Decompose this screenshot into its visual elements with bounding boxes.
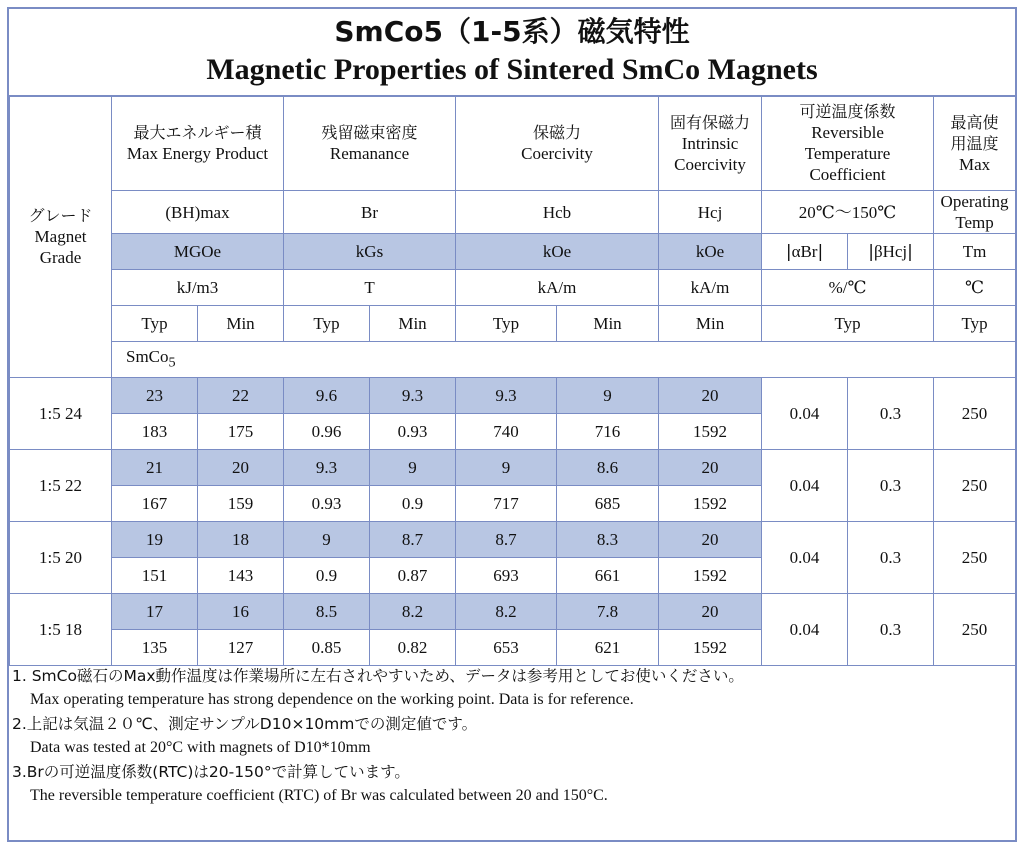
bh-typ-value: 19 xyxy=(112,522,198,558)
grade-header-en1: Magnet xyxy=(34,227,87,246)
hcj-min-si-value: 1592 xyxy=(659,486,762,522)
max-temp-value: 250 xyxy=(934,378,1016,450)
br-header-en: Remanance xyxy=(329,144,410,163)
hcj-header-jp: 固有保磁力 xyxy=(670,112,751,132)
hcj-min-si-value: 1592 xyxy=(659,414,762,450)
note-1-en: Max operating temperature has strong dependence on the working point. Data is for reference. xyxy=(30,691,634,708)
grade-header-cell xyxy=(10,96,112,378)
hcb-min-si-value: 685 xyxy=(557,486,659,522)
br-min-label: Min xyxy=(370,306,456,342)
temp-header-en1: Max xyxy=(958,154,991,174)
alpha-br-value: 0.04 xyxy=(762,522,848,594)
hcb-min-value: 8.3 xyxy=(557,522,659,558)
beta-hcj-value: 0.3 xyxy=(848,594,934,666)
max-temp-value: 250 xyxy=(934,450,1016,522)
bh-unit-si: kJ/m3 xyxy=(112,270,284,306)
br-unit-si: T xyxy=(284,270,456,306)
page-title-japanese: SmCo5（1-5系）磁気特性 xyxy=(334,15,690,48)
hcb-min-si-value: 621 xyxy=(557,630,659,666)
hcj-header-en2: Coercivity xyxy=(674,154,746,174)
temp-header-jp2: 用温度 xyxy=(950,133,999,153)
note-2-en: Data was tested at 20°C with magnets of D10*10mm xyxy=(30,739,371,756)
beta-hcj-value: 0.3 xyxy=(848,522,934,594)
bh-min-value: 20 xyxy=(198,450,284,486)
bh-typ-si-value: 135 xyxy=(112,630,198,666)
bh-unit-cgs: MGOe xyxy=(112,234,284,270)
alpha-br-label: |αBr| xyxy=(762,234,848,270)
br-min-si-value: 0.93 xyxy=(370,414,456,450)
temp-header-en2: Operating xyxy=(940,192,1009,211)
br-header xyxy=(284,96,456,191)
hcb-typ-value: 8.7 xyxy=(456,522,557,558)
spec-sheet-frame xyxy=(7,7,1017,842)
hcb-min-si-value: 716 xyxy=(557,414,659,450)
hcb-typ-si-value: 740 xyxy=(456,414,557,450)
hcb-header-en: Coercivity xyxy=(521,144,593,163)
max-temp-value: 250 xyxy=(934,522,1016,594)
bh-symbol: (BH)max xyxy=(112,191,284,234)
temp-unit-2: ℃ xyxy=(934,270,1016,306)
title-block xyxy=(9,9,1015,97)
bh-min-value: 18 xyxy=(198,522,284,558)
bh-typ-label: Typ xyxy=(112,306,198,342)
note-1-jp: 1. SmCo磁石のMax動作温度は作業場所に左右されやすいため、データは参考用としてお使いください。 xyxy=(12,667,744,685)
bh-min-si-value: 143 xyxy=(198,558,284,594)
br-min-si-value: 0.87 xyxy=(370,558,456,594)
br-min-value: 9.3 xyxy=(370,378,456,414)
hcj-min-value: 20 xyxy=(659,378,762,414)
section-prefix: SmCo xyxy=(126,346,169,366)
hcb-typ-value: 9.3 xyxy=(456,378,557,414)
section-label xyxy=(112,342,1016,378)
grade-row-cgs xyxy=(10,594,1016,630)
hcb-typ-si-value: 717 xyxy=(456,486,557,522)
hcb-min-value: 9 xyxy=(557,378,659,414)
hcj-min-value: 20 xyxy=(659,594,762,630)
bh-typ-value: 21 xyxy=(112,450,198,486)
br-symbol: Br xyxy=(284,191,456,234)
bh-min-value: 22 xyxy=(198,378,284,414)
hcj-unit-si: kA/m xyxy=(659,270,762,306)
grade-row-cgs xyxy=(10,522,1016,558)
bh-min-si-value: 127 xyxy=(198,630,284,666)
beta-hcj-text: βHcj xyxy=(873,241,908,261)
hcb-min-label: Min xyxy=(557,306,659,342)
bh-typ-value: 17 xyxy=(112,594,198,630)
br-typ-si-value: 0.93 xyxy=(284,486,370,522)
br-header-jp: 残留磁束密度 xyxy=(321,123,418,142)
bh-min-si-value: 175 xyxy=(198,414,284,450)
note-3-en: The reversible temperature coefficient (RTC) of Br was calculated between 20 and 150°C. xyxy=(30,787,608,804)
alpha-br-value: 0.04 xyxy=(762,594,848,666)
br-typ-label: Typ xyxy=(284,306,370,342)
grade-name: 1:5 20 xyxy=(10,522,112,594)
hcb-header xyxy=(456,96,659,191)
rtc-unit: %/℃ xyxy=(762,270,934,306)
hcj-min-value: 20 xyxy=(659,522,762,558)
rtc-symbol: 20℃～150℃ xyxy=(762,191,934,234)
note-2-jp: 2.上記は気温２０℃、測定サンプルD10×10mmでの測定値です。 xyxy=(12,715,478,733)
grade-header-en2: Grade xyxy=(39,248,82,267)
hcj-header xyxy=(659,96,762,191)
grade-row-cgs xyxy=(10,378,1016,414)
hcb-typ-value: 9 xyxy=(456,450,557,486)
hcb-min-value: 8.6 xyxy=(557,450,659,486)
rtc-header-en3: Coefficient xyxy=(809,165,886,184)
hcj-unit-cgs: kOe xyxy=(659,234,762,270)
temp-typ-label: Typ xyxy=(934,306,1016,342)
grade-name: 1:5 18 xyxy=(10,594,112,666)
section-subscript: 5 xyxy=(168,354,176,371)
hcb-unit-si: kA/m xyxy=(456,270,659,306)
alpha-br-value: 0.04 xyxy=(762,450,848,522)
hcb-typ-si-value: 693 xyxy=(456,558,557,594)
bh-min-si-value: 159 xyxy=(198,486,284,522)
br-min-si-value: 0.9 xyxy=(370,486,456,522)
bh-typ-value: 23 xyxy=(112,378,198,414)
grade-name: 1:5 22 xyxy=(10,450,112,522)
grade-header-jp: グレード xyxy=(28,206,93,225)
br-min-value: 9 xyxy=(370,450,456,486)
hcj-min-value: 20 xyxy=(659,450,762,486)
note-3-jp: 3.Brの可逆温度係数(RTC)は20-150°で計算しています。 xyxy=(12,763,410,781)
bh-header-en: Max Energy Product xyxy=(126,144,269,163)
beta-hcj-value: 0.3 xyxy=(848,378,934,450)
bh-header xyxy=(112,96,284,191)
hcj-header-en1: Intrinsic xyxy=(681,133,739,153)
bh-min-label: Min xyxy=(198,306,284,342)
br-unit-cgs: kGs xyxy=(284,234,456,270)
br-typ-si-value: 0.9 xyxy=(284,558,370,594)
temp-header-jp1: 最高使 xyxy=(950,112,999,132)
grade-row-cgs xyxy=(10,450,1016,486)
temp-header xyxy=(934,96,1016,191)
rtc-header-en2: Temperature xyxy=(804,144,891,163)
alpha-br-text: αBr xyxy=(791,241,818,261)
hcj-symbol: Hcj xyxy=(659,191,762,234)
rtc-typ-label: Typ xyxy=(762,306,934,342)
hcb-min-si-value: 661 xyxy=(557,558,659,594)
hcb-header-jp: 保磁力 xyxy=(533,123,582,142)
hcb-typ-label: Typ xyxy=(456,306,557,342)
hcj-min-si-value: 1592 xyxy=(659,558,762,594)
bh-typ-si-value: 167 xyxy=(112,486,198,522)
hcb-typ-value: 8.2 xyxy=(456,594,557,630)
max-temp-value: 250 xyxy=(934,594,1016,666)
rtc-header-jp: 可逆温度係数 xyxy=(799,102,896,121)
hcb-unit-cgs: kOe xyxy=(456,234,659,270)
br-min-value: 8.2 xyxy=(370,594,456,630)
br-typ-value: 9.3 xyxy=(284,450,370,486)
temp-unit-1: Tm xyxy=(934,234,1016,270)
br-typ-value: 8.5 xyxy=(284,594,370,630)
notes-block xyxy=(9,664,1018,840)
rtc-header-en1: Reversible xyxy=(811,123,884,142)
br-typ-value: 9 xyxy=(284,522,370,558)
br-typ-si-value: 0.96 xyxy=(284,414,370,450)
alpha-br-value: 0.04 xyxy=(762,378,848,450)
bh-header-jp: 最大エネルギー積 xyxy=(133,123,262,142)
bh-typ-si-value: 151 xyxy=(112,558,198,594)
br-min-si-value: 0.82 xyxy=(370,630,456,666)
page-title-english: Magnetic Properties of Sintered SmCo Magnets xyxy=(206,53,818,86)
hcb-typ-si-value: 653 xyxy=(456,630,557,666)
hcj-min-si-value: 1592 xyxy=(659,630,762,666)
hcj-min-label: Min xyxy=(659,306,762,342)
magnetic-properties-table xyxy=(9,95,1016,666)
bh-typ-si-value: 183 xyxy=(112,414,198,450)
br-typ-si-value: 0.85 xyxy=(284,630,370,666)
hcb-min-value: 7.8 xyxy=(557,594,659,630)
temp-header-en3: Temp xyxy=(955,213,994,232)
hcb-symbol: Hcb xyxy=(456,191,659,234)
bh-min-value: 16 xyxy=(198,594,284,630)
beta-hcj-value: 0.3 xyxy=(848,450,934,522)
rtc-header xyxy=(762,96,934,191)
br-min-value: 8.7 xyxy=(370,522,456,558)
br-typ-value: 9.6 xyxy=(284,378,370,414)
temp-symbol-cell xyxy=(934,191,1016,234)
grade-name: 1:5 24 xyxy=(10,378,112,450)
beta-hcj-label: |βHcj| xyxy=(848,234,934,270)
